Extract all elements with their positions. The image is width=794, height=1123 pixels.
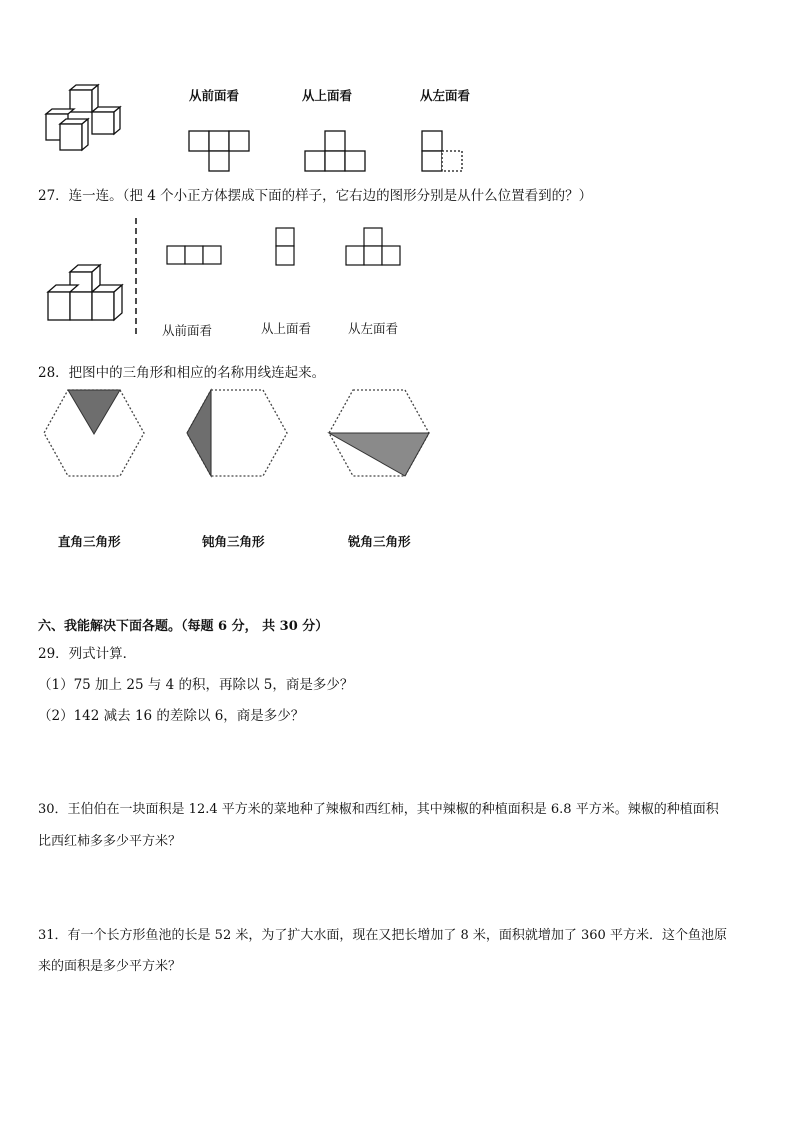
q28-hexagon-2-with-triangle xyxy=(185,388,289,480)
q29-part-2: （2）142 减去 16 的差除以 6，商是多少？ xyxy=(38,708,305,724)
section6-heading: 六、我能解决下面各题。（每题 6 分， 共 30 分） xyxy=(38,619,329,634)
q28-hexagon-3-with-triangle xyxy=(327,388,431,480)
q27-shape-t-block xyxy=(345,227,403,267)
q28-name-right-triangle: 直角三角形 xyxy=(58,534,121,549)
q27-label-left: 从左面看 xyxy=(348,321,399,336)
q28-question: 28．把图中的三角形和相应的名称用线连起来。 xyxy=(38,365,326,381)
q27-divider-dashed-line xyxy=(134,218,138,336)
q31-line-1: 31．有一个长方形鱼池的长是 52 米，为了扩大水面，现在又把长增加了 8 米，面积就增加了 360 平方米．这个鱼池原 xyxy=(38,928,727,943)
q30-line-1: 30．王伯伯在一块面积是 12.4 平方米的菜地种了辣椒和西红柿，其中辣椒的种植面积是 6.8 平方米。辣椒的种植面积 xyxy=(38,802,719,817)
q26-label-front: 从前面看 xyxy=(189,88,240,103)
q27-label-top: 从上面看 xyxy=(261,321,312,336)
q27-question: 27．连一连。（把 4 个小正方体摆成下面的样子，它右边的图形分别是从什么位置看到的？） xyxy=(38,188,593,204)
q26-label-left: 从左面看 xyxy=(420,88,471,103)
q26-front-view-shape xyxy=(188,130,250,172)
q27-shape-three-in-row xyxy=(166,245,222,266)
q26-label-top: 从上面看 xyxy=(302,88,353,103)
q28-name-acute-triangle: 锐角三角形 xyxy=(348,534,411,549)
q27-label-front: 从前面看 xyxy=(162,323,213,338)
q29-part-1: （1）75 加上 25 与 4 的积，再除以 5，商是多少？ xyxy=(38,677,354,693)
q31-line-2: 来的面积是多少平方米？ xyxy=(38,959,182,974)
q28-hexagon-1-with-triangle xyxy=(42,388,146,480)
q30-line-2: 比西红柿多多少平方米？ xyxy=(38,834,182,849)
q26-cube-stack-figure xyxy=(40,84,130,156)
q26-left-view-shape xyxy=(421,130,463,172)
q29-title: 29．列式计算． xyxy=(38,646,137,662)
q27-cube-stack-figure xyxy=(44,264,126,326)
q27-shape-two-stacked xyxy=(275,227,295,267)
q26-top-view-shape xyxy=(304,130,366,172)
q28-name-obtuse-triangle: 钝角三角形 xyxy=(202,534,265,549)
